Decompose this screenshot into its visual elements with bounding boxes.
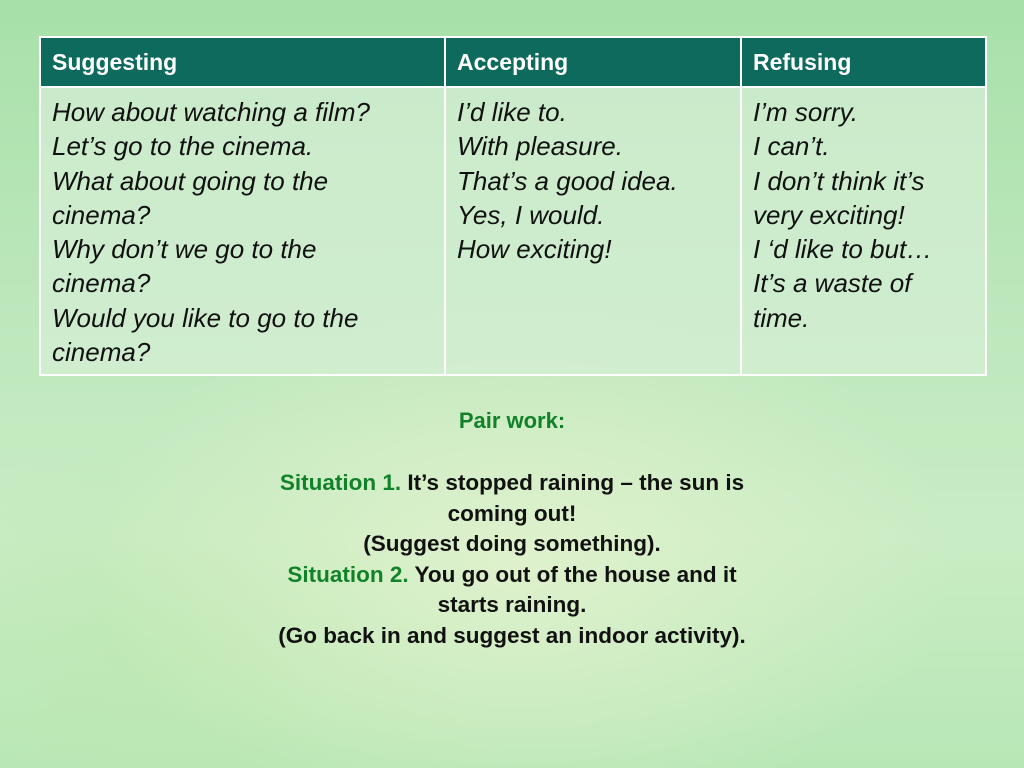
suggesting-phrase: How about watching a film? (52, 97, 370, 127)
refusing-phrase: It’s a waste of (753, 268, 912, 299)
refusing-phrase: time. (753, 302, 810, 333)
accepting-phrase: I’d like to. (457, 97, 567, 127)
header-accepting: Accepting (445, 37, 741, 87)
accepting-cell (445, 87, 741, 375)
header-refusing: Refusing (741, 37, 986, 87)
accepting-phrase: How exciting! (457, 234, 612, 265)
pair-work-title: Pair work: (458, 408, 566, 433)
refusing-phrase: very exciting! (753, 199, 905, 230)
refusing-cell (741, 87, 986, 375)
accepting-phrase: With pleasure. (457, 131, 623, 162)
situation-1-text: It’s stopped raining – the sun is coming out! (401, 470, 745, 526)
situation-2-label: Situation 2. (287, 561, 409, 587)
refusing-phrase: I don’t think it’s (753, 165, 925, 196)
suggesting-phrase: cinema? (52, 268, 151, 299)
situation-2-task: (Go back in and suggest an indoor activity). (278, 622, 746, 648)
situation-1-label: Situation 1. (279, 470, 402, 495)
phrases-table (39, 36, 987, 376)
situations-block (262, 468, 762, 652)
suggesting-phrase: What about going to the (52, 165, 329, 196)
table-header-row (40, 37, 986, 87)
refusing-phrase: I ‘d like to but… (753, 234, 933, 265)
suggesting-phrase: Why don’t we go to the (52, 234, 317, 265)
situation-1 (262, 468, 762, 529)
situation-1-task: (Suggest doing something). (363, 531, 661, 557)
suggesting-phrase: Would you like to go to the (52, 302, 359, 333)
header-suggesting: Suggesting (40, 37, 445, 87)
table-row (40, 87, 986, 375)
situation-2 (262, 560, 762, 621)
suggesting-phrase: Let’s go to the cinema. (52, 131, 314, 162)
refusing-phrase: I’m sorry. (753, 97, 858, 127)
refusing-phrase: I can’t. (753, 131, 830, 162)
situation-2-text: You go out of the house and it starts raining. (408, 561, 737, 618)
accepting-phrase: Yes, I would. (457, 199, 605, 230)
accepting-phrase: That’s a good idea. (457, 165, 678, 196)
suggesting-cell (40, 87, 445, 375)
suggesting-phrase: cinema? (52, 337, 151, 368)
suggesting-phrase: cinema? (52, 199, 151, 230)
